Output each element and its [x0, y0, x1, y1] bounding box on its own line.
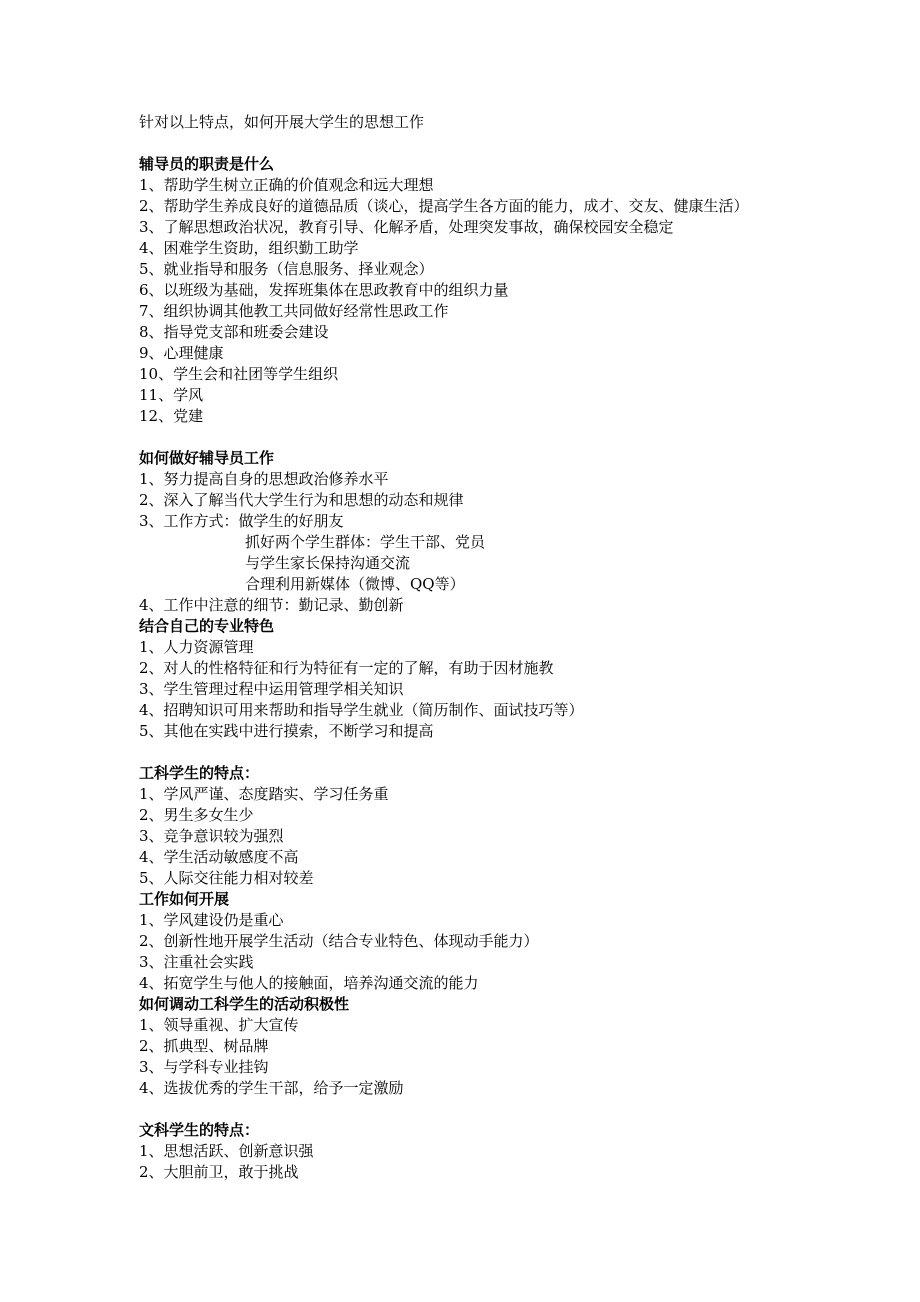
spacer: [139, 1099, 859, 1120]
list-item: 4、困难学生资助，组织勤工助学: [139, 239, 359, 257]
list-item: 4、工作中注意的细节：勤记录、勤创新: [139, 596, 404, 614]
sub-list-item: 抓好两个学生群体：学生干部、党员: [245, 533, 486, 551]
spacer: [139, 133, 859, 154]
list-item: 9、心理健康: [139, 344, 224, 362]
list-item: 5、人际交往能力相对较差: [139, 869, 314, 887]
sub-list-item: 与学生家长保持沟通交流: [245, 554, 411, 572]
list-item: 11、学风: [139, 386, 204, 404]
list-item: 2、抓典型、树品牌: [139, 1037, 269, 1055]
list-item: 2、对人的性格特征和行为特征有一定的了解，有助于因材施教: [139, 659, 554, 677]
list-item: 1、帮助学生树立正确的价值观念和远大理想: [139, 176, 434, 194]
section-heading-major-features: 结合自己的专业特色: [139, 617, 275, 635]
list-item: 7、组织协调其他教工共同做好经常性思政工作: [139, 302, 449, 320]
list-item: 2、创新性地开展学生活动（结合专业特色、体现动手能力）: [139, 932, 539, 950]
section-heading-motivate-engineering: 如何调动工科学生的活动积极性: [139, 995, 350, 1013]
list-item: 1、人力资源管理: [139, 638, 254, 656]
list-item: 10、学生会和社团等学生组织: [139, 365, 339, 383]
sub-list-item: 合理利用新媒体（微博、QQ等）: [245, 575, 465, 593]
list-item: 3、注重社会实践: [139, 953, 254, 971]
list-item: 5、就业指导和服务（信息服务、择业观念）: [139, 260, 434, 278]
list-item: 3、学生管理过程中运用管理学相关知识: [139, 680, 404, 698]
document-page: [139, 112, 859, 1183]
section-heading-how-to-work: 工作如何开展: [139, 890, 230, 908]
list-item: 5、其他在实践中进行摸索，不断学习和提高: [139, 722, 434, 740]
list-item: 1、领导重视、扩大宣传: [139, 1016, 299, 1034]
intro-text: 针对以上特点，如何开展大学生的思想工作: [139, 113, 425, 131]
list-item: 4、选拔优秀的学生干部，给予一定激励: [139, 1079, 404, 1097]
list-item: 1、学风严谨、态度踏实、学习任务重: [139, 785, 389, 803]
list-item: 4、学生活动敏感度不高: [139, 848, 299, 866]
list-item: 2、男生多女生少: [139, 806, 254, 824]
list-item: 2、深入了解当代大学生行为和思想的动态和规律: [139, 491, 464, 509]
section-heading-engineering-traits: 工科学生的特点：: [139, 764, 260, 782]
spacer: [139, 742, 859, 763]
list-item: 3、工作方式：做学生的好朋友: [139, 512, 344, 530]
section-heading-do-good-work: 如何做好辅导员工作: [139, 449, 275, 467]
list-item: 3、竞争意识较为强烈: [139, 827, 284, 845]
list-item: 2、大胆前卫，敢于挑战: [139, 1163, 299, 1181]
list-item: 12、党建: [139, 407, 204, 425]
list-item: 4、招聘知识可用来帮助和指导学生就业（简历制作、面试技巧等）: [139, 701, 584, 719]
list-item: 8、指导党支部和班委会建设: [139, 323, 329, 341]
section-heading-counselor-duties: 辅导员的职责是什么: [139, 155, 275, 173]
list-item: 1、努力提高自身的思想政治修养水平: [139, 470, 389, 488]
list-item: 2、帮助学生养成良好的道德品质（谈心，提高学生各方面的能力，成才、交友、健康生活）: [139, 197, 749, 215]
list-item: 4、拓宽学生与他人的接触面，培养沟通交流的能力: [139, 974, 479, 992]
spacer: [139, 427, 859, 448]
list-item: 3、与学科专业挂钩: [139, 1058, 269, 1076]
list-item: 6、以班级为基础，发挥班集体在思政教育中的组织力量: [139, 281, 509, 299]
list-item: 1、学风建设仍是重心: [139, 911, 284, 929]
section-heading-liberal-arts-traits: 文科学生的特点：: [139, 1121, 260, 1139]
list-item: 3、了解思想政治状况，教育引导、化解矛盾，处理突发事故，确保校园安全稳定: [139, 218, 674, 236]
list-item: 1、思想活跃、创新意识强: [139, 1142, 314, 1160]
